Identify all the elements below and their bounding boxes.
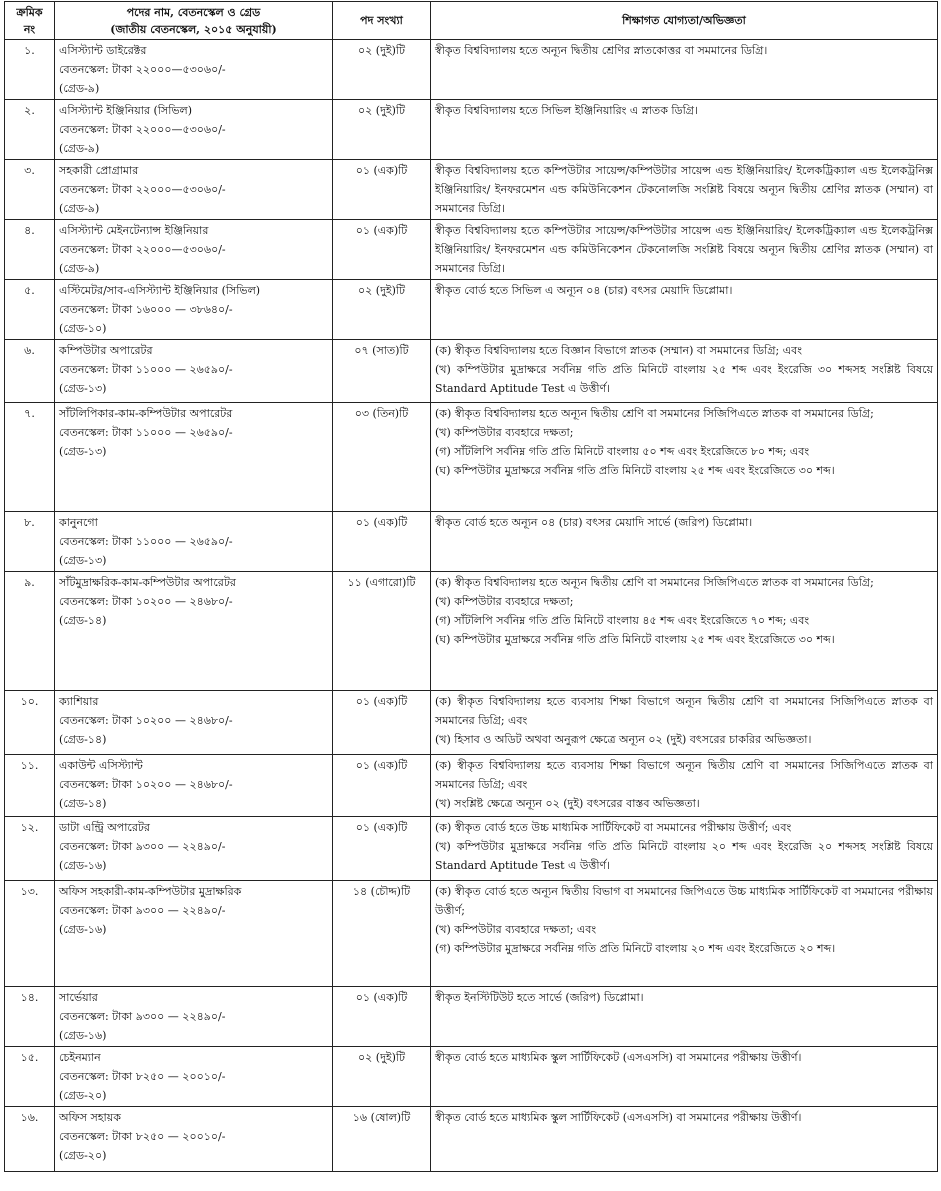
qualification-item: স্বীকৃত বোর্ড হতে মাধ্যমিক স্কুল সার্টিফিকেট (এসএসসি) বা সমমানের পরীক্ষায় উত্তীর্ণ। <box>435 1051 802 1064</box>
post-title: এসিস্ট্যান্ট মেইনটেন্যান্স ইঞ্জিনিয়ার <box>59 224 209 237</box>
pay-scale: বেতনস্কেল: টাকা ১০২০০ — ২৪৬৮০/- <box>59 595 233 608</box>
pay-grade: (গ্রেড-১৩) <box>59 554 107 567</box>
qualification-cell <box>431 1047 938 1107</box>
serial-cell: ১৪. <box>5 987 55 1047</box>
table-row <box>5 987 938 1047</box>
serial-cell: ৩. <box>5 160 55 220</box>
qualification-item: (ক) স্বীকৃত বোর্ড হতে উচ্চ মাধ্যমিক সার্টিফিকেট বা সমমানের পরীক্ষায় উত্তীর্ণ; এবং <box>435 821 792 834</box>
qualification-cell <box>431 691 938 755</box>
qualification-header: শিক্ষাগত যোগ্যতা/অভিজ্ঞতা <box>431 2 938 40</box>
qualification-item: (ক) স্বীকৃত বিশ্ববিদ্যালয় হতে অন্যূন দ্বিতীয় শ্রেণি বা সমমানের সিজিপিএতে স্নাতক বা সমমানের ডিগ্রি; <box>435 407 874 420</box>
post-title: ক্যাশিয়ার <box>59 695 99 708</box>
post-title: কানুনগো <box>59 516 98 529</box>
table-row <box>5 755 938 817</box>
qualification-cell <box>431 160 938 220</box>
qualification-cell <box>431 220 938 280</box>
table-row <box>5 403 938 512</box>
table-row <box>5 512 938 572</box>
post-cell <box>55 817 333 881</box>
post-title: এসিস্ট্যান্ট ইঞ্জিনিয়ার (সিভিল) <box>59 104 193 117</box>
post-title: কম্পিউটার অপারেটর <box>59 344 153 357</box>
table-row <box>5 881 938 987</box>
qualification-item: স্বীকৃত বোর্ড হতে সিভিল এ অন্যূন ০৪ (চার) বৎসর মেয়াদি ডিপ্লোমা। <box>435 284 733 297</box>
qualification-cell <box>431 881 938 987</box>
post-cell <box>55 1047 333 1107</box>
qualification-cell <box>431 100 938 160</box>
pay-grade: (গ্রেড-৯) <box>59 142 100 155</box>
post-count-cell: ০১ (এক)টি <box>333 755 431 817</box>
serial-cell: ১২. <box>5 817 55 881</box>
post-count-cell: ০২ (দুই)টি <box>333 280 431 340</box>
pay-grade: (গ্রেড-১৩) <box>59 382 107 395</box>
pay-grade: (গ্রেড-১০) <box>59 322 107 335</box>
post-cell <box>55 340 333 403</box>
pay-grade: (গ্রেড-৯) <box>59 202 100 215</box>
qualification-item: (ক) স্বীকৃত বিশ্ববিদ্যালয় হতে বিজ্ঞান বিভাগে স্নাতক (সম্মান) বা সমমানের ডিগ্রি; এবং <box>435 344 802 357</box>
pay-grade: (গ্রেড-৯) <box>59 82 100 95</box>
table-row <box>5 160 938 220</box>
serial-header <box>5 2 55 40</box>
post-title: সহকারী প্রোগ্রামার <box>59 164 139 177</box>
post-count-cell: ০১ (এক)টি <box>333 512 431 572</box>
pay-scale: বেতনস্কেল: টাকা ২২০০০—৫৩০৬০/- <box>59 183 226 196</box>
table-row <box>5 100 938 160</box>
qualification-item: (খ) সংশ্লিষ্ট ক্ষেত্রে অন্যূন ০২ (দুই) বৎসরের বাস্তব অভিজ্ঞতা। <box>435 797 700 810</box>
serial-cell: ১৬. <box>5 1107 55 1172</box>
table-row <box>5 1047 938 1107</box>
post-cell <box>55 987 333 1047</box>
qualification-item: স্বীকৃত বিশ্ববিদ্যালয় হতে অন্যূন দ্বিতীয় শ্রেণির স্নাতকোত্তর বা সমমানের ডিগ্রি। <box>435 44 768 57</box>
pay-scale: বেতনস্কেল: টাকা ১১০০০ — ২৬৫৯০/- <box>59 426 233 439</box>
pay-grade: (গ্রেড-১৪) <box>59 733 107 746</box>
serial-cell: ৪. <box>5 220 55 280</box>
post-cell <box>55 403 333 512</box>
post-title: চেইনম্যান <box>59 1051 101 1064</box>
post-count-cell: ০২ (দুই)টি <box>333 40 431 100</box>
table-row <box>5 817 938 881</box>
post-title: এসিস্ট্যান্ট ডাইরেক্টর <box>59 44 147 57</box>
table-row <box>5 691 938 755</box>
pay-grade: (গ্রেড-২০) <box>59 1089 107 1102</box>
qualification-cell <box>431 1107 938 1172</box>
serial-cell: ২. <box>5 100 55 160</box>
table-header-row <box>5 2 938 40</box>
qualification-item: (গ) সাঁটলিপি সর্বনিম্ন গতি প্রতি মিনিটে বাংলায় ৪৫ শব্দ এবং ইংরেজিতে ৭০ শব্দ; এবং <box>435 614 810 627</box>
post-count-cell: ১৪ (চৌদ্দ)টি <box>333 881 431 987</box>
qualification-cell <box>431 987 938 1047</box>
qualification-item: (খ) কম্পিউটার ব্যবহারে দক্ষতা; এবং <box>435 923 597 936</box>
post-count-cell: ০৩ (তিন)টি <box>333 403 431 512</box>
pay-scale: বেতনস্কেল: টাকা ২২০০০—৫৩০৬০/- <box>59 243 226 256</box>
pay-scale: বেতনস্কেল: টাকা ৯৩০০ — ২২৪৯০/- <box>59 840 226 853</box>
table-row <box>5 340 938 403</box>
post-count-cell: ০১ (এক)টি <box>333 817 431 881</box>
recruitment-circular-page <box>4 1 937 1172</box>
serial-cell: ৬. <box>5 340 55 403</box>
post-header-line2: (জাতীয় বেতনস্কেল, ২০১৫ অনুযায়ী) <box>110 22 277 36</box>
pay-scale: বেতনস্কেল: টাকা ১০২০০ — ২৪৬৮০/- <box>59 778 233 791</box>
serial-cell: ১. <box>5 40 55 100</box>
qualification-cell <box>431 340 938 403</box>
pay-grade: (গ্রেড-১৬) <box>59 923 107 936</box>
qualification-item: (ক) স্বীকৃত বোর্ড হতে অন্যূন দ্বিতীয় বিভাগ বা সমমানের জিপিএতে উচ্চ মাধ্যমিক সার্টিফিকেট বা সমমানের পরীক্ষায় উত্তীর্ণ; <box>435 885 933 917</box>
post-title: সাঁটলিপিকার-কাম-কম্পিউটার অপারেটর <box>59 407 233 420</box>
qualification-cell <box>431 403 938 512</box>
serial-header-line1: ক্রমিক <box>16 5 43 19</box>
serial-cell: ১১. <box>5 755 55 817</box>
qualification-item: (খ) কম্পিউটার ব্যবহারে দক্ষতা; <box>435 595 574 608</box>
post-cell <box>55 220 333 280</box>
post-count-cell: ১৬ (ষোল)টি <box>333 1107 431 1172</box>
pay-scale: বেতনস্কেল: টাকা ১১০০০ — ২৬৫৯০/- <box>59 363 233 376</box>
qualification-item: (খ) কম্পিউটার ব্যবহারে দক্ষতা; <box>435 426 574 439</box>
table-row <box>5 40 938 100</box>
qualification-item: (ঘ) কম্পিউটার মুদ্রাক্ষরে সর্বনিম্ন গতি প্রতি মিনিটে বাংলায় ২৫ শব্দ এবং ইংরেজিতে ৩০ শব্দ। <box>435 633 835 646</box>
pay-grade: (গ্রেড-১৪) <box>59 614 107 627</box>
qualification-cell <box>431 572 938 691</box>
serial-cell: ৮. <box>5 512 55 572</box>
pay-scale: বেতনস্কেল: টাকা ১১০০০ — ২৬৫৯০/- <box>59 535 233 548</box>
qualification-cell <box>431 512 938 572</box>
post-count-cell: ০১ (এক)টি <box>333 220 431 280</box>
post-title: এস্টিমেটর/সাব-এসিস্ট্যান্ট ইঞ্জিনিয়ার (সিভিল) <box>59 284 261 297</box>
qualification-cell <box>431 817 938 881</box>
qualification-item: স্বীকৃত বিশ্ববিদ্যালয় হতে কম্পিউটার সায়েন্স/কম্পিউটার সায়েন্স এন্ড ইঞ্জিনিয়ারিং/ ইলেকট্রিক্যাল এন্ড ইলেকট্রনিক্স ইঞ্জিনিয়ারিং/ ইনফরমেশন এন্ড কমিউনিকেশন টেকনোলজি সংশ্লিষ্ট বিষয়ে অন্যূন দ্বিতীয় শ্রেণির স্নাতক (সম্মান) বা সমমানের ডিগ্রি। <box>435 164 933 215</box>
pay-scale: বেতনস্কেল: টাকা ৮২৫০ — ২০০১০/- <box>59 1070 226 1083</box>
post-cell <box>55 881 333 987</box>
post-title: ডাটা এন্ট্রি অপারেটর <box>59 821 150 834</box>
post-count-cell: ০১ (এক)টি <box>333 987 431 1047</box>
qualification-item: স্বীকৃত বিশ্ববিদ্যালয় হতে কম্পিউটার সায়েন্স/কম্পিউটার সায়েন্স এন্ড ইঞ্জিনিয়ারিং/ ইলেকট্রিক্যাল এন্ড ইলেকট্রনিক্স ইঞ্জিনিয়ারিং/ ইনফরমেশন এন্ড কমিউনিকেশন টেকনোলজি সংশ্লিষ্ট বিষয়ে অন্যূন দ্বিতীয় শ্রেণির স্নাতক (সম্মান) বা সমমানের ডিগ্রি। <box>435 224 933 275</box>
table-row <box>5 280 938 340</box>
serial-cell: ৫. <box>5 280 55 340</box>
post-cell <box>55 280 333 340</box>
post-title: অফিস সহায়ক <box>59 1111 121 1124</box>
qualification-cell <box>431 755 938 817</box>
post-cell <box>55 1107 333 1172</box>
qualification-item: (গ) কম্পিউটার মুদ্রাক্ষরে সর্বনিম্ন গতি প্রতি মিনিটে বাংলায় ২০ শব্দ এবং ইংরেজিতে ২০ শব্দ। <box>435 942 836 955</box>
pay-scale: বেতনস্কেল: টাকা ১৬০০০ — ৩৮৬৪০/- <box>59 303 233 316</box>
post-count-cell: ০৭ (সাত)টি <box>333 340 431 403</box>
pay-scale: বেতনস্কেল: টাকা ৯৩০০ — ২২৪৯০/- <box>59 904 226 917</box>
pay-scale: বেতনস্কেল: টাকা ২২০০০—৫৩০৬০/- <box>59 123 226 136</box>
serial-cell: ৯. <box>5 572 55 691</box>
post-count-cell: ০২ (দুই)টি <box>333 100 431 160</box>
pay-scale: বেতনস্কেল: টাকা ৮২৫০ — ২০০১০/- <box>59 1130 226 1143</box>
post-count-cell: ০১ (এক)টি <box>333 691 431 755</box>
qualification-item: (গ) সাঁটলিপি সর্বনিম্ন গতি প্রতি মিনিটে বাংলায় ৫০ শব্দ এবং ইংরেজিতে ৮০ শব্দ; এবং <box>435 445 810 458</box>
qualification-item: স্বীকৃত ইনস্টিটিউট হতে সার্ভে (জরিপ) ডিপ্লোমা। <box>435 991 644 1004</box>
post-cell <box>55 40 333 100</box>
serial-cell: ১০. <box>5 691 55 755</box>
pay-grade: (গ্রেড-৯) <box>59 262 100 275</box>
post-count-cell: ১১ (এগারো)টি <box>333 572 431 691</box>
qualification-item: স্বীকৃত বোর্ড হতে মাধ্যমিক স্কুল সার্টিফিকেট (এসএসসি) বা সমমানের পরীক্ষায় উত্তীর্ণ। <box>435 1111 802 1124</box>
pay-grade: (গ্রেড-১৩) <box>59 445 107 458</box>
post-cell <box>55 512 333 572</box>
pay-grade: (গ্রেড-১৬) <box>59 859 107 872</box>
post-cell <box>55 160 333 220</box>
pay-scale: বেতনস্কেল: টাকা ২২০০০—৫৩০৬০/- <box>59 63 226 76</box>
pay-scale: বেতনস্কেল: টাকা ১০২০০ — ২৪৬৮০/- <box>59 714 233 727</box>
qualification-item: স্বীকৃত বিশ্ববিদ্যালয় হতে সিভিল ইঞ্জিনিয়ারিং এ স্নাতক ডিগ্রি। <box>435 104 698 117</box>
qualification-cell <box>431 40 938 100</box>
post-count-cell: ০২ (দুই)টি <box>333 1047 431 1107</box>
post-header <box>55 2 333 40</box>
post-header-line1: পদের নাম, বেতনস্কেল ও গ্রেড <box>126 5 261 19</box>
serial-cell: ১৩. <box>5 881 55 987</box>
table-row <box>5 220 938 280</box>
qualification-item: (খ) কম্পিউটার মুদ্রাক্ষরে সর্বনিম্ন গতি প্রতি মিনিটে বাংলায় ২৫ শব্দ এবং ইংরেজি ৩০ শব্দসহ সংশ্লিষ্ট বিষয়ে Standard Aptitude Test এ উত্তীর্ণ। <box>435 363 933 395</box>
count-header: পদ সংখ্যা <box>333 2 431 40</box>
post-title: অফিস সহকারী-কাম-কম্পিউটার মুদ্রাক্ষরিক <box>59 885 242 898</box>
post-title: একাউন্ট এসিস্ট্যান্ট <box>59 759 143 772</box>
post-title: সার্ভেয়ার <box>59 991 98 1004</box>
post-title: সাঁটমুদ্রাক্ষরিক-কাম-কম্পিউটার অপারেটর <box>59 576 236 589</box>
serial-cell: ১৫. <box>5 1047 55 1107</box>
pay-grade: (গ্রেড-১৬) <box>59 1029 107 1042</box>
posts-table <box>4 1 938 1172</box>
qualification-item: (ক) স্বীকৃত বিশ্ববিদ্যালয় হতে ব্যবসায় শিক্ষা বিভাগে অন্যূন দ্বিতীয় শ্রেণি বা সমমানের সিজিপিএতে স্নাতক বা সমমানের ডিগ্রি; এবং <box>435 695 933 727</box>
pay-grade: (গ্রেড-২০) <box>59 1149 107 1162</box>
post-cell <box>55 572 333 691</box>
qualification-item: (খ) হিসাব ও অডিট অথবা অনুরূপ ক্ষেত্রে অন্যূন ০২ (দুই) বৎসরের চাকরির অভিজ্ঞতা। <box>435 733 812 746</box>
qualification-item: (ক) স্বীকৃত বিশ্ববিদ্যালয় হতে ব্যবসায় শিক্ষা বিভাগে অন্যূন দ্বিতীয় শ্রেণি বা সমমানের সিজিপিএতে স্নাতক বা সমমানের ডিগ্রি; এবং <box>435 759 933 791</box>
serial-header-line2: নং <box>23 22 36 36</box>
qualification-item: (ক) স্বীকৃত বিশ্ববিদ্যালয় হতে অন্যূন দ্বিতীয় শ্রেণি বা সমমানের সিজিপিএতে স্নাতক বা সমমানের ডিগ্রি; <box>435 576 874 589</box>
post-cell <box>55 100 333 160</box>
post-cell <box>55 691 333 755</box>
table-row <box>5 572 938 691</box>
post-cell <box>55 755 333 817</box>
qualification-item: (ঘ) কম্পিউটার মুদ্রাক্ষরে সর্বনিম্ন গতি প্রতি মিনিটে বাংলায় ২৫ শব্দ এবং ইংরেজিতে ৩০ শব্দ। <box>435 464 835 477</box>
table-body <box>5 40 938 1172</box>
table-row <box>5 1107 938 1172</box>
pay-scale: বেতনস্কেল: টাকা ৯৩০০ — ২২৪৯০/- <box>59 1010 226 1023</box>
qualification-item: (খ) কম্পিউটার মুদ্রাক্ষরে সর্বনিম্ন গতি প্রতি মিনিটে বাংলায় ২০ শব্দ এবং ইংরেজি ২০ শব্দসহ সংশ্লিষ্ট বিষয়ে Standard Aptitude Test এ উত্তীর্ণ। <box>435 840 933 872</box>
qualification-cell <box>431 280 938 340</box>
serial-cell: ৭. <box>5 403 55 512</box>
post-count-cell: ০১ (এক)টি <box>333 160 431 220</box>
pay-grade: (গ্রেড-১৪) <box>59 797 107 810</box>
qualification-item: স্বীকৃত বোর্ড হতে অন্যূন ০৪ (চার) বৎসর মেয়াদি সার্ভে (জরিপ) ডিপ্লোমা। <box>435 516 753 529</box>
